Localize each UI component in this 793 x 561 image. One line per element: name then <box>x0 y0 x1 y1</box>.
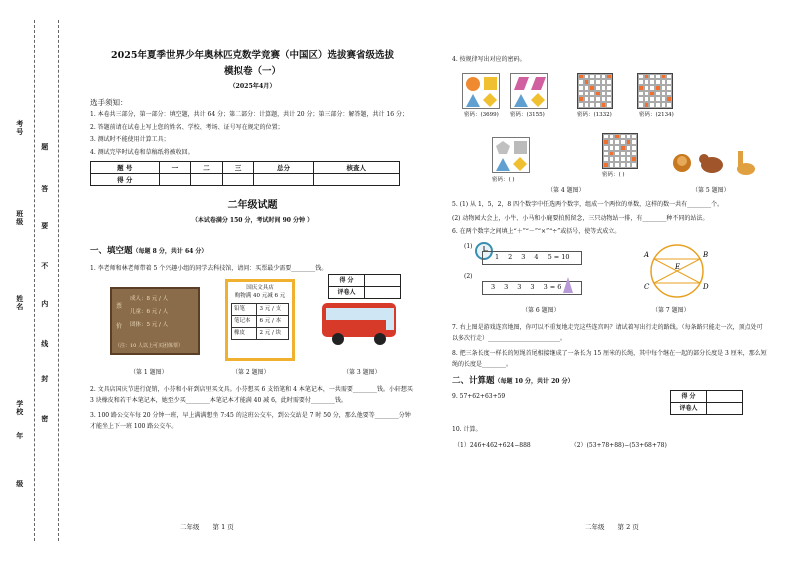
question-6-figures <box>452 239 767 307</box>
grid-2 <box>637 73 673 109</box>
label-d: D <box>703 282 709 291</box>
score-cell[interactable] <box>254 174 313 186</box>
instruction-4: 4. 测试完毕时试卷和草稿纸将被收回。 <box>90 148 194 156</box>
question-10-parts <box>452 442 767 450</box>
question-10a: （1）246+462+624−888 <box>454 441 531 449</box>
section-2-title: 二、计算题 <box>452 376 495 387</box>
score-header: 三 <box>222 162 254 174</box>
score-header: 一 <box>159 162 191 174</box>
field-grade-b: 级 <box>15 480 25 488</box>
password-1: 密码：(3699) <box>464 111 499 118</box>
question-9: 9. 57+62+63+59 <box>452 392 506 400</box>
caption-4: （第 4 题图） <box>547 186 585 194</box>
seal-char-5: 内 <box>40 300 50 308</box>
score-cell[interactable] <box>222 174 254 186</box>
question-5b: (2) 动物园大会上，小牛、小马和小鹿要拍照留念，三只动物站一排，有________种不同的站法。 <box>452 215 709 223</box>
score-cell[interactable] <box>707 391 743 403</box>
seal-char-7: 封 <box>40 375 50 383</box>
score-header: 二 <box>191 162 223 174</box>
caption-5: （第 5 题图） <box>692 186 730 194</box>
caption-6: （第 6 题图） <box>522 306 560 314</box>
board-side-label: 票 价 <box>116 302 123 330</box>
score-cell[interactable] <box>313 174 400 186</box>
footer-page-1: 二年级 第 1 页 <box>180 523 234 531</box>
grade-title: 二年级试题 <box>227 200 278 212</box>
eq2-label: (2) <box>464 272 473 280</box>
score-cell[interactable] <box>191 174 223 186</box>
question-6: 6. 在两个数字之间填上“＋”“－”“×”“÷”或括号，使等式成立。 <box>452 227 621 235</box>
grader-label: 评卷人 <box>671 403 707 415</box>
instruction-2: 2. 答题前请在试卷上写上您的姓名、学校、考场、证号写在规定的位置； <box>90 123 284 131</box>
question-3: 3. 100 路公交车每 20 分钟一班，早上满满想坐 7:45 的这班公交车，到公交站是 7 时 50 分，那么他要等________分钟才能坐上下一班 100 路公交车。 <box>90 411 411 430</box>
caption-7: （第 7 题图） <box>652 306 690 314</box>
field-school: 学校 <box>15 400 25 416</box>
store-promo: 购物满 40 元减 6 元 <box>234 293 286 300</box>
seal-char-3: 要 <box>40 222 50 230</box>
store-title: 国庆文具店 <box>246 284 274 291</box>
shape-box-2 <box>510 73 548 109</box>
password-2: 密码：(3155) <box>510 111 545 118</box>
question-1: 1. 李老师和林老师带着 5 个兴趣小组的同学去科技馆，请问：买票最少需要________钱。 <box>90 265 328 273</box>
equation-1: 1 2 3 4 5 = 10 <box>482 251 582 265</box>
seal-line-2 <box>58 20 59 541</box>
exam-title: 2025年夏季世界少年奥林匹克数学竞赛（中国区）选拔赛省级选拔 <box>111 50 394 61</box>
question-10: 10. 计算。 <box>452 426 482 434</box>
binding-margin <box>0 0 70 561</box>
grader-cell[interactable] <box>707 403 743 415</box>
label-a: A <box>644 250 650 259</box>
exam-date: （2025年4月） <box>229 83 276 91</box>
field-exam-no: 考号 <box>15 120 25 136</box>
score-header: 总分 <box>254 162 313 174</box>
instructions <box>90 98 415 156</box>
caption-3: （第 3 题图） <box>343 368 381 376</box>
caption-1: （第 1 题图） <box>130 368 168 376</box>
question-4: 4. 按规律写出对应的密码。 <box>452 56 526 63</box>
label-b: B <box>703 250 709 259</box>
question-2: 2. 文具店国庆节进行促销，小芬和小轩到店里买文具。小芬想买 6 支铅笔和 4 本笔记本，一共需要________钱。小轩想买 3 块橡皮和若干本笔记本，她至少买________本笔记本才能满 40 减 6，此时需要付________钱。 <box>90 385 413 404</box>
figure-captions <box>90 369 415 379</box>
section-2-heading <box>452 376 767 387</box>
question-7: 7. 右上图是游戏连宫地图，你可以不重复地走完这些连宫吗？请试着写出行走的路线。（每条路只能走一次，顶点处可以多次行走）________________________。 <box>452 323 763 342</box>
score-cell[interactable] <box>159 174 191 186</box>
equation-2: 3 3 3 3 3 = 6 <box>482 281 582 295</box>
store-card <box>225 279 295 361</box>
shape-box-1 <box>462 73 500 109</box>
page-2 <box>452 56 767 449</box>
seal-char-2: 答 <box>40 185 50 193</box>
instructions-heading: 选手须知： <box>90 98 128 108</box>
price-table: 铅笔 3 元 / 支 笔记本 6 元 / 本 橡皮 2 元 / 块 <box>231 303 289 340</box>
board-note: （注：10 人以上可买团体票） <box>115 343 183 350</box>
password-6: 密码：( ) <box>602 171 625 178</box>
ticket-board <box>110 287 200 355</box>
instruction-3: 3. 测试时不能使用计算工具； <box>90 136 170 144</box>
password-figures <box>452 67 767 187</box>
section-1-title: 一、填空题 <box>90 246 133 257</box>
question-8: 8. 把三条长度一样长的短绳首尾相接继成了一条长为 15 厘米的长绳，其中每个继在一起的部分长度是 3 厘米，那么短绳的长度是________。 <box>452 349 767 368</box>
captions-6-7 <box>452 307 767 317</box>
password-4: 密码：(2134) <box>639 111 674 118</box>
seal-char-6: 线 <box>40 340 50 348</box>
instruction-1: 1. 本卷共三部分，第一部分：填空题，共计 64 分；第二部分：计算题，共计 20 分；第三部分：解答题，共计 16 分； <box>90 111 408 119</box>
bus-illustration <box>320 297 400 347</box>
password-3: 密码：(1332) <box>577 111 612 118</box>
score-label: 得 分 <box>671 391 707 403</box>
section-2-detail: （每题 10 分，共计 20 分） <box>494 378 574 386</box>
grader-label: 评卷人 <box>329 287 365 299</box>
seal-line-1 <box>34 20 35 541</box>
maze-diagram <box>642 239 712 303</box>
footer-page-2: 二年级 第 2 页 <box>585 523 639 531</box>
password-5: 密码：( ) <box>492 176 515 183</box>
page-1 <box>90 48 415 435</box>
captions-4-5 <box>452 187 767 197</box>
grade-subtitle: （本试卷满分 150 分，考试时间 90 分钟 ） <box>191 216 314 224</box>
grid-1 <box>577 73 613 109</box>
score-header: 题 号 <box>91 162 160 174</box>
seal-char-8: 密 <box>40 415 50 423</box>
exam-title-2: 模拟卷（一） <box>223 66 281 78</box>
shape-box-3 <box>492 137 530 173</box>
board-prices: 成人：8 元 / 人 儿童：6 元 / 人 团体：5 元 / 人 <box>130 295 169 328</box>
score-label: 得 分 <box>329 275 365 287</box>
caption-2: （第 2 题图） <box>232 368 270 376</box>
section-1-heading <box>90 246 415 257</box>
seal-char-1: 题 <box>40 143 50 151</box>
question-10b: （2）(53+78+88)−(53+68+78) <box>570 441 667 449</box>
section-1-detail: （每题 8 分，共计 64 分） <box>132 248 208 256</box>
question-figures <box>90 279 415 367</box>
field-class: 班级 <box>15 210 25 226</box>
score-table <box>90 161 400 186</box>
label-c: C <box>644 282 650 291</box>
grid-3 <box>602 133 638 169</box>
score-row-label: 得 分 <box>91 174 160 186</box>
score-header: 核查人 <box>313 162 400 174</box>
pencil-icon <box>560 275 576 297</box>
label-e: E <box>675 262 681 271</box>
eq1-label: (1) <box>464 242 473 250</box>
field-grade-a: 年 <box>15 432 25 440</box>
field-name: 姓名 <box>15 295 25 311</box>
question-5a: 5. (1) 从 1，5，2，8 四个数字中任选两个数字，组成一个两位的单数，这样的数一共有________个。 <box>452 200 724 208</box>
section-2-score-box <box>670 390 743 415</box>
seal-char-4: 不 <box>40 262 50 270</box>
animals-illustration <box>670 147 760 177</box>
